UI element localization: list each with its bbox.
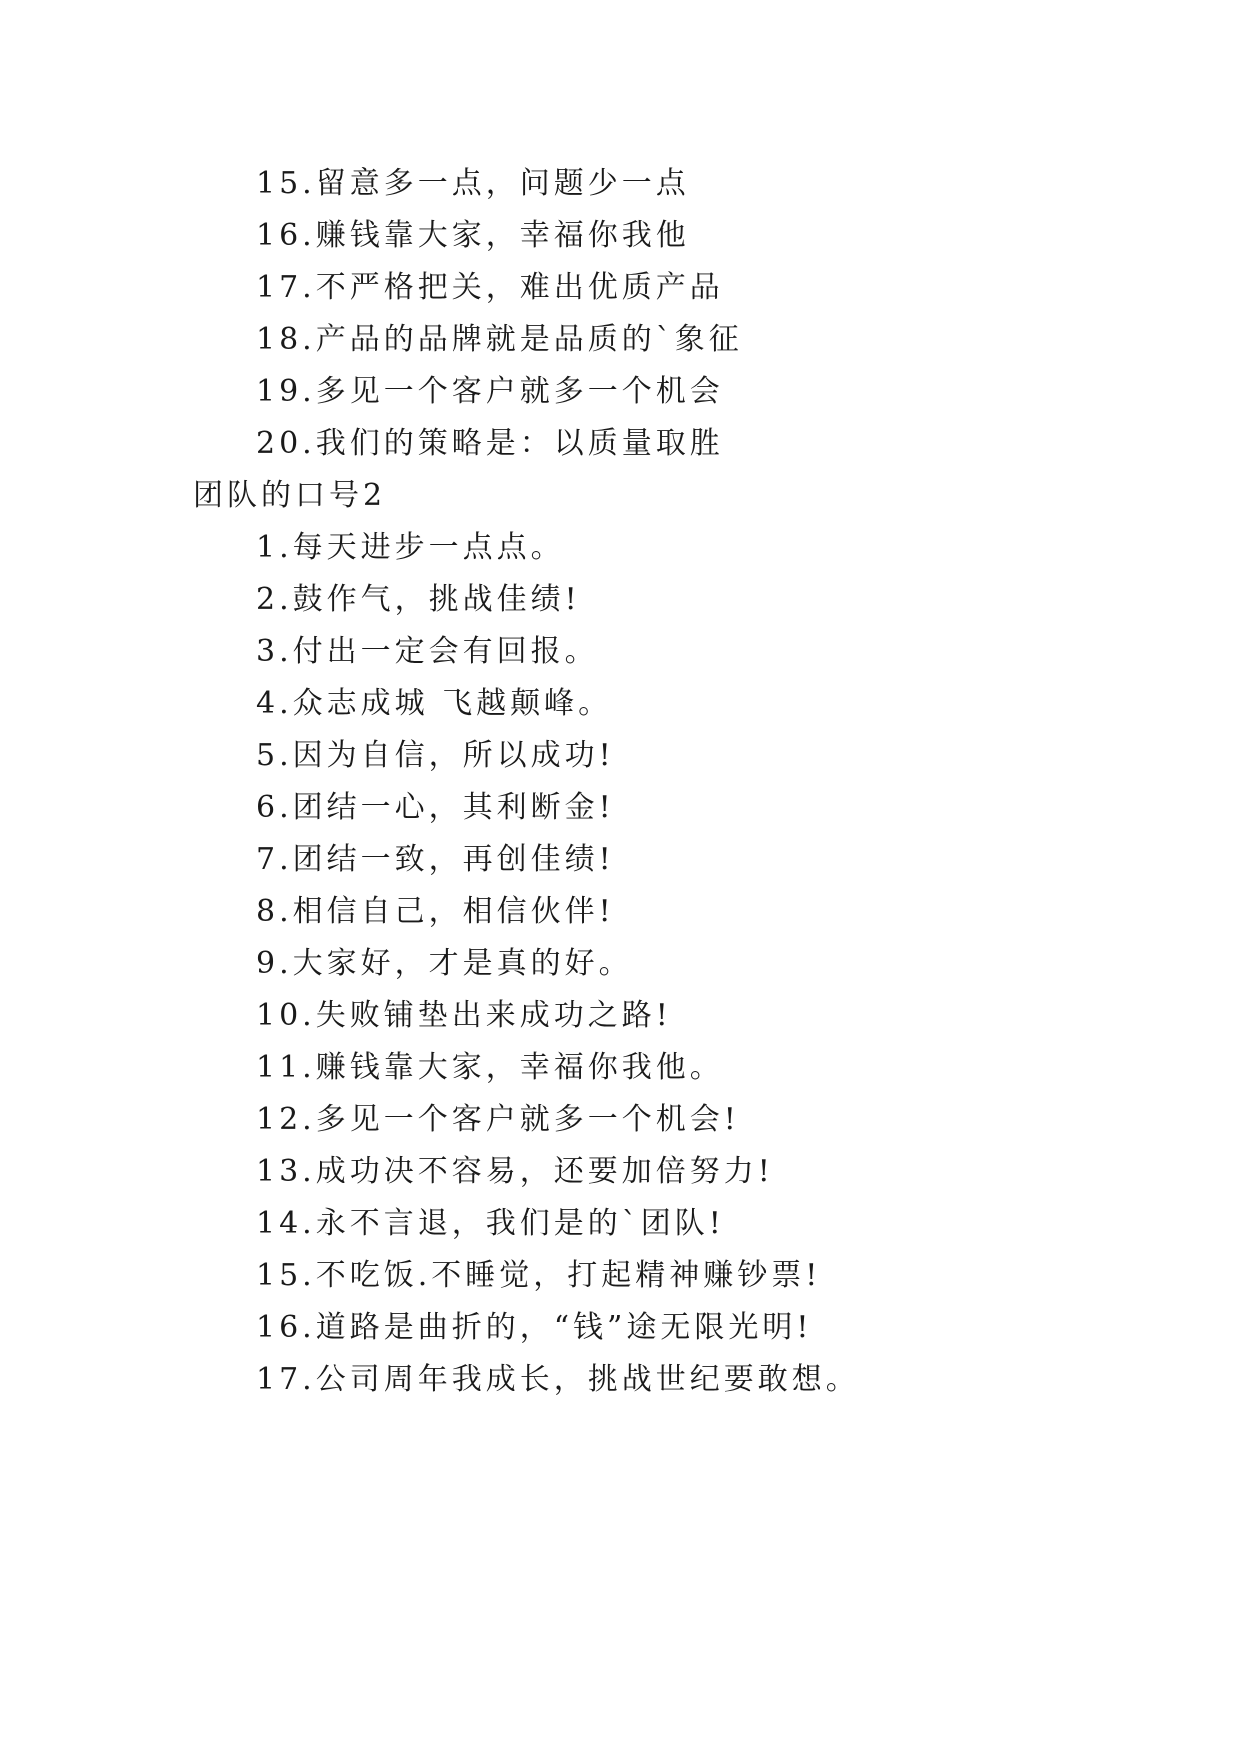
list-item: 20.我们的策略是：以质量取胜: [256, 426, 724, 461]
list-item: 2.鼓作气，挑战佳绩!: [256, 582, 581, 617]
list-item: 5.因为自信，所以成功!: [256, 738, 615, 773]
list-item: 7.团结一致，再创佳绩!: [256, 842, 615, 877]
list-item: 9.大家好，才是真的好。: [256, 946, 633, 981]
list-item: 15.留意多一点，问题少一点: [256, 166, 690, 201]
list-item: 6.团结一心，其利断金!: [256, 790, 615, 825]
list-item: 18.产品的品牌就是品质的`象征: [256, 322, 743, 357]
list-item: 14.永不言退，我们是的`团队!: [256, 1206, 725, 1241]
list-item: 10.失败铺垫出来成功之路!: [256, 998, 672, 1033]
list-item: 15.不吃饭.不睡觉，打起精神赚钞票!: [256, 1258, 822, 1293]
list-item: 12.多见一个客户就多一个机会!: [256, 1102, 740, 1137]
list-item: 13.成功决不容易，还要加倍努力!: [256, 1154, 774, 1189]
list-item: 3.付出一定会有回报。: [256, 634, 599, 669]
list-item: 4.众志成城 飞越颠峰。: [256, 686, 613, 721]
section-heading: 团队的口号2: [193, 478, 387, 513]
list-item: 16.道路是曲折的，“钱”途无限光明!: [256, 1310, 813, 1345]
list-item: 17.公司周年我成长，挑战世纪要敢想。: [256, 1362, 860, 1397]
list-item: 17.不严格把关，难出优质产品: [256, 270, 724, 305]
list-item: 16.赚钱靠大家，幸福你我他: [256, 218, 690, 253]
list-item: 19.多见一个客户就多一个机会: [256, 374, 724, 409]
list-item: 8.相信自己，相信伙伴!: [256, 894, 615, 929]
list-item: 11.赚钱靠大家，幸福你我他。: [256, 1050, 724, 1085]
list-item: 1.每天进步一点点。: [256, 530, 565, 565]
